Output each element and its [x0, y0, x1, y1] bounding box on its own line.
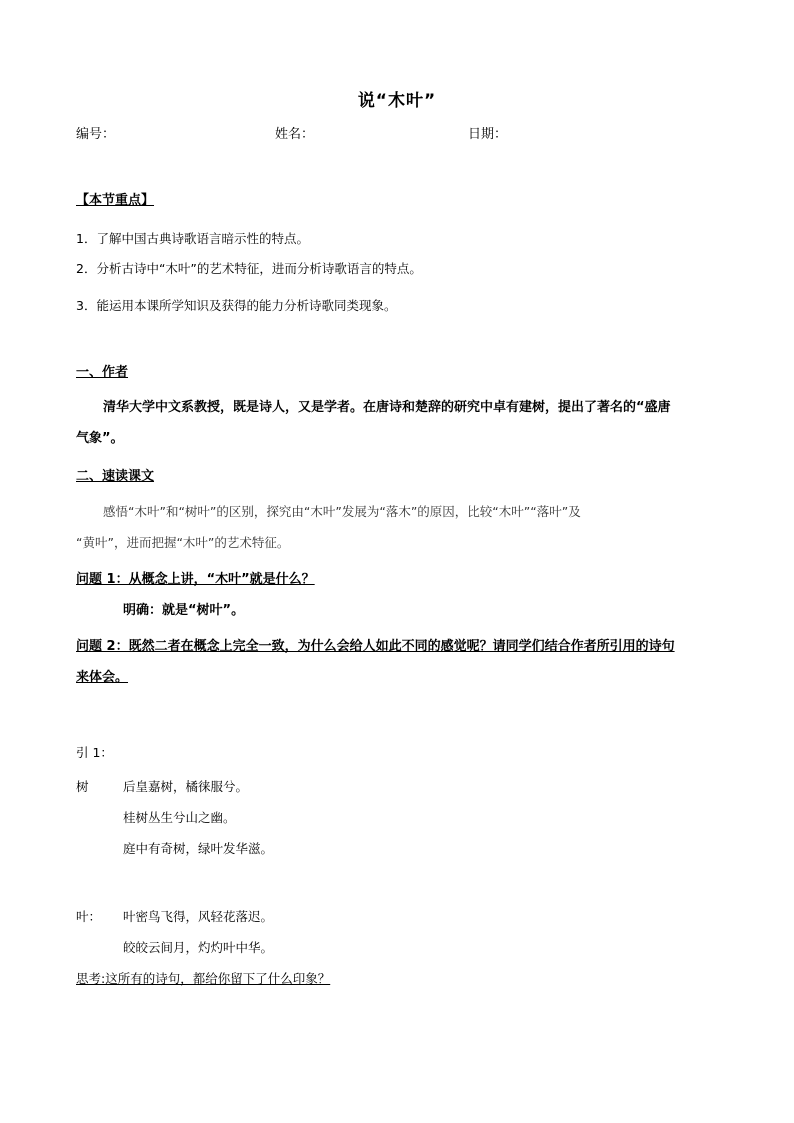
ye-line-1: 叶密鸟飞得，风轻花落迟。 — [123, 909, 274, 924]
ye-line-2: 皎皎云间月，灼灼叶中华。 — [123, 940, 274, 955]
ye-label: 叶： — [76, 909, 102, 924]
answer-1: 明确：就是“树叶”。 — [123, 603, 245, 618]
focus-item-3: 3．能运用本课所学知识及获得的能力分析诗歌同类现象。 — [76, 298, 397, 313]
number-label: 编号： — [76, 127, 116, 142]
page-title: 说“木叶” — [357, 91, 437, 111]
section1-text-line2: 气象”。 — [76, 431, 124, 446]
focus-heading: 【本节重点】 — [76, 193, 155, 208]
focus-item-2: 2．分析古诗中“木叶”的艺术特征，进而分析诗歌语言的特点。 — [76, 261, 422, 276]
section1-heading: 一、作者 — [76, 365, 129, 380]
shu-line-1: 后皇嘉树，橘徕服兮。 — [123, 779, 249, 794]
section2-heading: 二、速读课文 — [76, 469, 155, 484]
section1-text-line1: 清华大学中文系教授，既是诗人，又是学者。在唐诗和楚辞的研究中卓有建树，提出了著名的“盛唐 — [103, 400, 671, 415]
date-label: 日期： — [468, 127, 508, 142]
section2-text-line2: “黄叶”，进而把握“木叶”的艺术特征。 — [76, 535, 290, 550]
question-2-line1: 问题 2：既然二者在概念上完全一致，为什么会给人如此不同的感觉呢？请同学们结合作者所引用的诗句 — [76, 639, 675, 654]
think-prompt: 思考:这所有的诗句，都给你留下了什么印象？ — [76, 971, 331, 986]
focus-item-1: 1．了解中国古典诗歌语言暗示性的特点。 — [76, 231, 309, 246]
shu-label: 树 — [76, 779, 89, 794]
name-label: 姓名： — [275, 127, 315, 142]
shu-line-3: 庭中有奇树，绿叶发华滋。 — [123, 841, 274, 856]
quote-label: 引 1： — [76, 745, 113, 760]
question-2-line2: 来体会。 — [76, 670, 129, 685]
question-1: 问题 1：从概念上讲，“木叶”就是什么？ — [76, 572, 315, 587]
section2-text-line1: 感悟“木叶”和“树叶”的区别，探究由“木叶”发展为“落木”的原因，比较“木叶”“落叶”及 — [103, 504, 581, 519]
shu-line-2: 桂树丛生兮山之幽。 — [123, 810, 236, 825]
